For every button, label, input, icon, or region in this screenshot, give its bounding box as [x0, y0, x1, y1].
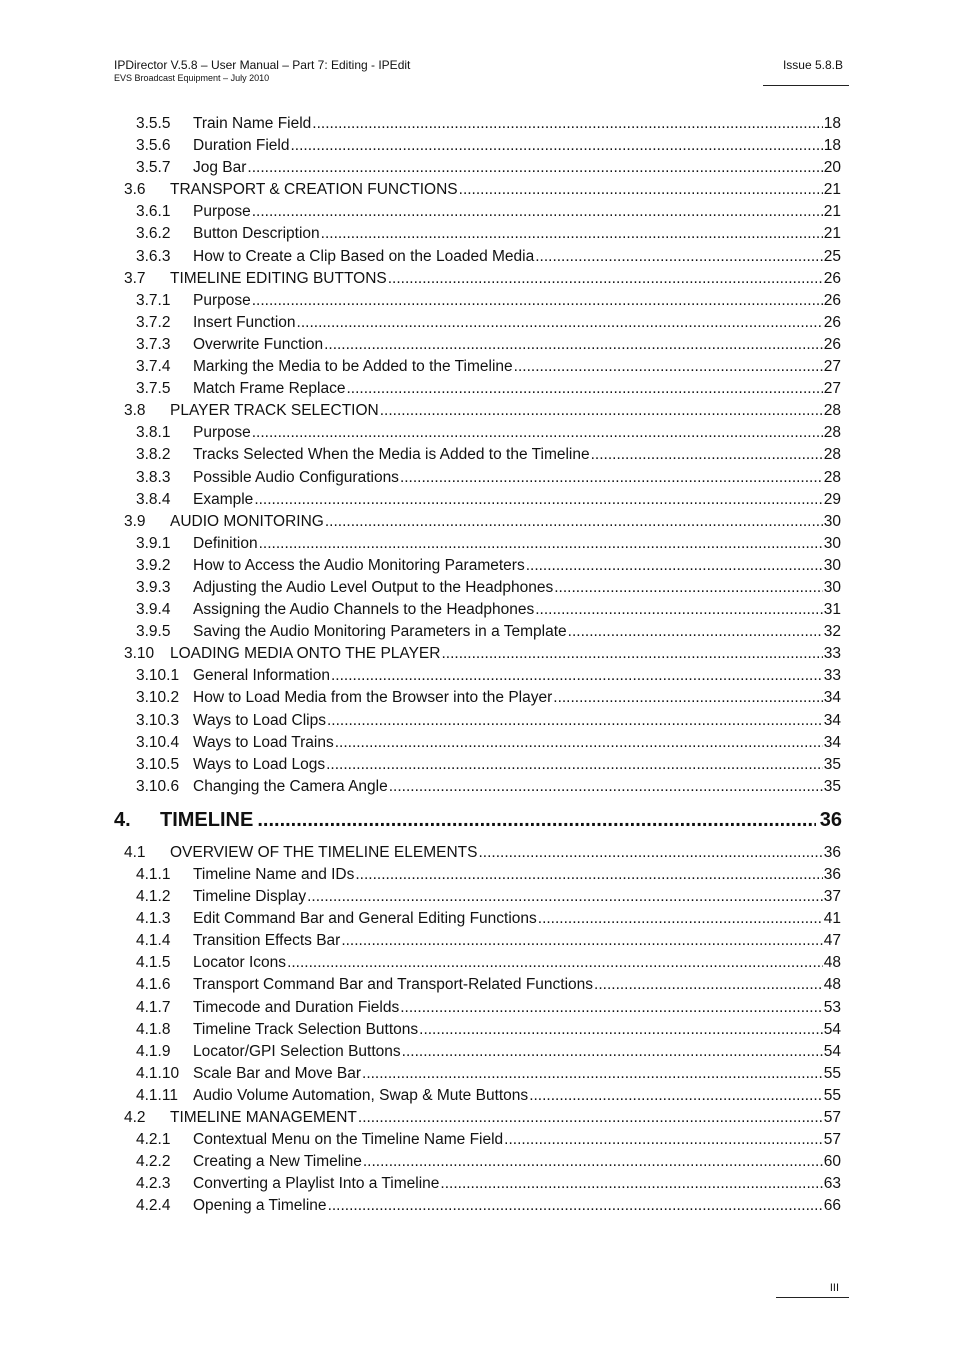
toc-dot-leader	[312, 113, 822, 135]
toc-entry-number: 3.7.5	[136, 380, 171, 398]
toc-dot-leader	[568, 621, 823, 643]
toc-entry[interactable]	[114, 1063, 841, 1085]
toc-dot-leader	[331, 665, 823, 687]
toc-entry-title: Converting a Playlist Into a Timeline	[193, 1175, 440, 1193]
toc-dot-leader	[535, 246, 823, 268]
document-subtitle: EVS Broadcast Equipment – July 2010	[114, 73, 270, 83]
toc-entry-number: 4.1.5	[136, 954, 171, 972]
toc-dot-leader	[400, 997, 823, 1019]
toc-entry[interactable]	[114, 113, 841, 135]
toc-dot-leader	[252, 422, 823, 444]
toc-dot-leader	[321, 223, 823, 245]
toc-entry-title: How to Create a Clip Based on the Loaded Media	[193, 247, 535, 265]
toc-entry-title: Match Frame Replace	[193, 380, 346, 398]
toc-entry[interactable]	[114, 997, 841, 1019]
toc-entry[interactable]	[114, 135, 841, 157]
toc-entry-number: 3.5.5	[136, 115, 171, 132]
toc-dot-leader	[402, 1041, 823, 1063]
toc-entry-number: 4.2	[124, 1109, 146, 1127]
toc-entry-number: 4.2.2	[136, 1153, 171, 1171]
footer-rule	[776, 1297, 849, 1298]
toc-entry-page: 55	[823, 1064, 841, 1082]
toc-dot-leader	[297, 312, 823, 334]
toc-entry-number: 4.1.4	[136, 932, 171, 950]
toc-entry-title: Jog Bar	[193, 159, 247, 177]
toc-entry-title: Timeline Track Selection Buttons	[193, 1020, 419, 1038]
toc-entry-title: Opening a Timeline	[193, 1197, 327, 1215]
toc-dot-leader	[324, 334, 823, 356]
toc-entry[interactable]	[114, 378, 841, 400]
toc-entry-page: 60	[823, 1153, 841, 1171]
table-of-contents	[114, 113, 841, 1218]
toc-entry-title: PLAYER TRACK SELECTION	[170, 402, 379, 420]
toc-entry[interactable]	[114, 776, 841, 798]
toc-dot-leader	[389, 776, 823, 798]
toc-entry-title: Definition	[193, 534, 258, 552]
toc-entry-title: Timecode and Duration Fields	[193, 998, 400, 1016]
toc-entry-page: 35	[823, 777, 841, 795]
toc-entry-title: TIMELINE EDITING BUTTONS	[170, 269, 387, 287]
toc-entry-number: 3.10.3	[136, 711, 180, 729]
toc-entry[interactable]	[114, 732, 841, 754]
toc-entry-page: 26	[823, 269, 841, 287]
toc-entry-title: Saving the Audio Monitoring Parameters in a Template	[193, 623, 567, 641]
toc-dot-leader	[526, 555, 823, 577]
toc-dot-leader	[346, 378, 822, 400]
toc-entry-page: 28	[823, 424, 841, 442]
toc-entry-title: Assigning the Audio Channels to the Headphones	[193, 601, 535, 619]
toc-entry-number: 3.6.1	[136, 203, 171, 221]
toc-entry-number: 4.1.8	[136, 1020, 171, 1038]
toc-dot-leader	[254, 489, 822, 511]
toc-entry[interactable]	[114, 246, 841, 268]
toc-entry-title: Adjusting the Audio Level Output to the Headphones	[193, 578, 554, 596]
toc-dot-leader	[363, 1151, 823, 1173]
toc-entry-page: 32	[823, 623, 841, 641]
toc-entry-title: Train Name Field	[193, 115, 312, 132]
toc-entry-page: 28	[823, 402, 841, 420]
toc-entry-page: 55	[823, 1086, 841, 1104]
toc-entry-number: 3.8.4	[136, 490, 171, 508]
toc-entry-page: 28	[823, 446, 841, 464]
toc-entry-page: 34	[823, 689, 841, 707]
toc-entry-number: 4.1.11	[136, 1086, 178, 1104]
toc-entry-title: LOADING MEDIA ONTO THE PLAYER	[170, 645, 441, 663]
toc-entry[interactable]	[114, 908, 841, 930]
toc-entry-page: 41	[823, 910, 841, 928]
toc-entry[interactable]	[114, 710, 841, 732]
toc-entry[interactable]	[114, 1019, 841, 1041]
toc-entry-page: 63	[823, 1175, 841, 1193]
toc-entry[interactable]	[114, 1151, 841, 1173]
toc-entry-number: 4.1.3	[136, 910, 171, 928]
toc-entry-page: 28	[823, 468, 841, 486]
toc-entry-title: Scale Bar and Move Bar	[193, 1064, 362, 1082]
toc-entry[interactable]	[114, 1085, 841, 1107]
toc-entry-page: 57	[823, 1131, 841, 1149]
toc-entry[interactable]	[114, 1107, 841, 1129]
toc-entry-page: 33	[823, 667, 841, 685]
toc-entry[interactable]	[114, 555, 841, 577]
toc-entry-page: 66	[823, 1197, 841, 1215]
toc-entry-number: 4.1.2	[136, 888, 171, 906]
toc-entry-page: 30	[823, 534, 841, 552]
toc-entry-page: 21	[823, 181, 841, 199]
toc-entry-title: Contextual Menu on the Timeline Name Field	[193, 1131, 504, 1149]
toc-entry-title: Edit Command Bar and General Editing Functions	[193, 910, 537, 928]
toc-entry[interactable]	[114, 467, 841, 489]
toc-entry-number: 3.9.5	[136, 623, 171, 641]
page-footer	[776, 1278, 849, 1298]
toc-entry-number: 3.6.3	[136, 247, 171, 265]
toc-entry-number: 3.5.6	[136, 137, 171, 155]
toc-entry-page: 57	[823, 1109, 841, 1127]
toc-entry[interactable]	[114, 621, 841, 643]
toc-entry-page: 54	[823, 1042, 841, 1060]
toc-entry-title: Possible Audio Configurations	[193, 468, 399, 486]
toc-entry-number: 4.1.6	[136, 976, 171, 994]
toc-dot-leader	[504, 1129, 823, 1151]
toc-entry-page: 30	[823, 578, 841, 596]
toc-entry[interactable]	[114, 400, 841, 422]
toc-entry-number: 3.7.4	[136, 358, 171, 376]
toc-dot-leader	[380, 400, 823, 422]
toc-entry-page: 36	[823, 843, 841, 861]
toc-entry-number: 3.10.4	[136, 733, 180, 751]
toc-entry-number: 3.10.2	[136, 689, 180, 707]
toc-entry-title: Duration Field	[193, 137, 290, 155]
toc-entry[interactable]	[114, 489, 841, 511]
toc-dot-leader	[591, 444, 823, 466]
toc-entry-number: 4.1.1	[136, 866, 171, 883]
toc-entry-title: Button Description	[193, 225, 320, 243]
toc-entry-title: Purpose	[193, 203, 251, 221]
toc-entry-number: 3.7.2	[136, 313, 171, 331]
toc-dot-leader	[355, 864, 822, 886]
toc-entry-page: 18	[823, 115, 841, 132]
toc-entry-title: Changing the Camera Angle	[193, 777, 388, 795]
toc-entry-number: 3.7.3	[136, 335, 171, 353]
toc-entry-title: Example	[193, 490, 254, 508]
toc-dot-leader	[538, 908, 823, 930]
toc-entry-number: 3.7.1	[136, 291, 171, 309]
toc-entry-page: 54	[823, 1020, 841, 1038]
toc-entry-number: 3.5.7	[136, 159, 171, 177]
toc-dot-leader	[291, 135, 823, 157]
toc-entry-number: 4.	[114, 808, 131, 831]
toc-entry-page: 30	[823, 556, 841, 574]
toc-entry[interactable]	[114, 643, 841, 665]
toc-entry[interactable]	[114, 1173, 841, 1195]
toc-entry-number: 4.2.3	[136, 1175, 171, 1193]
toc-entry-page: 29	[823, 490, 841, 508]
toc-entry[interactable]	[114, 223, 841, 245]
toc-entry-title: Audio Volume Automation, Swap & Mute Buttons	[193, 1086, 529, 1104]
toc-dot-leader	[247, 157, 822, 179]
toc-entry-title: Purpose	[193, 424, 251, 442]
toc-dot-leader	[553, 687, 822, 709]
toc-entry-page: 36	[819, 808, 842, 831]
toc-entry-title: Ways to Load Logs	[193, 755, 326, 773]
toc-entry-page: 21	[823, 203, 841, 221]
toc-entry-number: 4.1.9	[136, 1042, 171, 1060]
toc-entry-title: Overwrite Function	[193, 335, 324, 353]
toc-entry[interactable]	[114, 886, 841, 908]
toc-entry-number: 4.1.7	[136, 998, 171, 1016]
toc-entry-page: 33	[823, 645, 841, 663]
toc-entry[interactable]	[114, 444, 841, 466]
toc-dot-leader	[259, 533, 823, 555]
toc-entry-number: 3.8.1	[136, 424, 171, 442]
toc-entry-number: 4.1.10	[136, 1064, 180, 1082]
toc-entry-number: 3.9.2	[136, 556, 171, 574]
toc-entry-number: 4.1	[124, 843, 146, 861]
toc-entry-title: TIMELINE	[160, 808, 254, 831]
toc-entry-page: 37	[823, 888, 841, 906]
toc-entry-number: 3.10.5	[136, 755, 180, 773]
header-rule	[763, 85, 849, 86]
toc-entry-page: 26	[823, 335, 841, 353]
toc-entry[interactable]	[114, 201, 841, 223]
toc-entry[interactable]	[114, 179, 841, 201]
toc-entry-title: How to Load Media from the Browser into the Player	[193, 689, 553, 707]
toc-entry[interactable]	[114, 798, 841, 842]
toc-dot-leader	[257, 798, 815, 842]
toc-entry[interactable]	[114, 356, 841, 378]
document-title: IPDirector V.5.8 – User Manual – Part 7: Editing - IPEdit	[114, 58, 411, 72]
toc-dot-leader	[400, 467, 823, 489]
toc-entry-title: Marking the Media to be Added to the Timeline	[193, 358, 513, 376]
toc-entry-number: 3.10	[124, 645, 155, 663]
toc-entry-page: 53	[823, 998, 841, 1016]
toc-entry[interactable]	[114, 665, 841, 687]
toc-entry-title: AUDIO MONITORING	[170, 512, 324, 530]
toc-entry[interactable]	[114, 511, 841, 533]
toc-entry-title: TIMELINE MANAGEMENT	[170, 1109, 357, 1127]
toc-dot-leader	[341, 930, 822, 952]
toc-dot-leader	[535, 599, 823, 621]
toc-entry[interactable]	[114, 1195, 841, 1217]
toc-entry-title: Creating a New Timeline	[193, 1153, 362, 1171]
toc-dot-leader	[529, 1085, 823, 1107]
toc-entry-page: 21	[823, 225, 841, 243]
toc-entry[interactable]	[114, 157, 841, 179]
toc-dot-leader	[358, 1107, 823, 1129]
toc-entry-page: 27	[823, 380, 841, 398]
toc-dot-leader	[252, 201, 823, 223]
page-header	[114, 58, 849, 86]
toc-entry-number: 3.8	[124, 402, 146, 420]
toc-entry-number: 3.6	[124, 181, 146, 199]
toc-entry[interactable]	[114, 930, 841, 952]
toc-entry[interactable]	[114, 422, 841, 444]
toc-dot-leader	[594, 974, 823, 996]
toc-entry[interactable]	[114, 952, 841, 974]
toc-dot-leader	[441, 643, 822, 665]
toc-entry-page: 26	[823, 291, 841, 309]
toc-entry-number: 3.7	[124, 269, 146, 287]
toc-entry-number: 3.6.2	[136, 225, 171, 243]
toc-entry[interactable]	[114, 842, 841, 864]
toc-entry-title: Locator/GPI Selection Buttons	[193, 1042, 401, 1060]
toc-entry[interactable]	[114, 1041, 841, 1063]
toc-entry-title: TRANSPORT & CREATION FUNCTIONS	[170, 181, 458, 199]
toc-entry-number: 3.9.4	[136, 601, 171, 619]
toc-entry-title: Ways to Load Clips	[193, 711, 326, 729]
page-number: III	[829, 1282, 839, 1294]
toc-entry[interactable]	[114, 577, 841, 599]
toc-entry-number: 4.2.1	[136, 1131, 171, 1149]
toc-dot-leader	[287, 952, 823, 974]
toc-entry-page: 35	[823, 755, 841, 773]
toc-entry-title: Tracks Selected When the Media is Added to the Timeline	[193, 446, 590, 464]
toc-dot-leader	[335, 732, 823, 754]
toc-entry-title: Timeline Name and IDs	[193, 866, 355, 883]
toc-dot-leader	[325, 511, 823, 533]
toc-dot-leader	[419, 1019, 823, 1041]
toc-entry-page: 31	[823, 601, 841, 619]
issue-label: Issue 5.8.B	[782, 58, 843, 72]
toc-entry-page: 30	[823, 512, 841, 530]
toc-entry-title: Locator Icons	[193, 954, 287, 972]
toc-entry-number: 3.8.2	[136, 446, 171, 464]
toc-dot-leader	[327, 710, 823, 732]
toc-entry-page: 47	[823, 932, 841, 950]
toc-entry-title: How to Access the Audio Monitoring Parameters	[193, 556, 525, 574]
toc-entry-title: General Information	[193, 667, 330, 685]
toc-dot-leader	[307, 886, 823, 908]
toc-entry-number: 3.10.1	[136, 667, 180, 685]
toc-entry-page: 25	[823, 247, 841, 265]
toc-entry-page: 36	[823, 866, 841, 883]
toc-entry-title: Transport Command Bar and Transport-Related Functions	[193, 976, 594, 994]
toc-dot-leader	[554, 577, 823, 599]
toc-dot-leader	[326, 754, 823, 776]
toc-entry-page: 48	[823, 954, 841, 972]
toc-entry-number: 3.8.3	[136, 468, 171, 486]
toc-entry[interactable]	[114, 687, 841, 709]
toc-entry-number: 4.2.4	[136, 1197, 171, 1215]
toc-entry[interactable]	[114, 599, 841, 621]
toc-entry[interactable]	[114, 974, 841, 996]
toc-entry-page: 26	[823, 313, 841, 331]
toc-entry-page: 48	[823, 976, 841, 994]
toc-entry-page: 27	[823, 358, 841, 376]
toc-entry-title: OVERVIEW OF THE TIMELINE ELEMENTS	[170, 843, 478, 861]
toc-entry[interactable]	[114, 268, 841, 290]
toc-entry[interactable]	[114, 290, 841, 312]
toc-dot-leader	[362, 1063, 823, 1085]
toc-entry-page: 20	[823, 159, 841, 177]
toc-entry-title: Purpose	[193, 291, 251, 309]
toc-dot-leader	[252, 290, 823, 312]
toc-dot-leader	[440, 1173, 822, 1195]
toc-dot-leader	[388, 268, 823, 290]
toc-dot-leader	[459, 179, 823, 201]
toc-entry[interactable]	[114, 312, 841, 334]
toc-entry[interactable]	[114, 754, 841, 776]
toc-entry-page: 18	[823, 137, 841, 155]
toc-entry-number: 3.9.3	[136, 578, 171, 596]
toc-entry-title: Ways to Load Trains	[193, 733, 334, 751]
toc-entry-title: Insert Function	[193, 313, 296, 331]
toc-entry-number: 3.9	[124, 512, 146, 530]
toc-entry-title: Transition Effects Bar	[193, 932, 341, 950]
toc-entry-number: 3.9.1	[136, 534, 171, 552]
toc-entry-page: 34	[823, 733, 841, 751]
toc-entry-title: Timeline Display	[193, 888, 307, 906]
toc-entry[interactable]	[114, 1129, 841, 1151]
toc-entry-page: 34	[823, 711, 841, 729]
toc-entry[interactable]	[114, 864, 841, 886]
toc-dot-leader	[328, 1195, 823, 1217]
toc-entry[interactable]	[114, 533, 841, 555]
toc-entry[interactable]	[114, 334, 841, 356]
toc-dot-leader	[514, 356, 823, 378]
toc-entry-number: 3.10.6	[136, 777, 180, 795]
toc-dot-leader	[478, 842, 822, 864]
